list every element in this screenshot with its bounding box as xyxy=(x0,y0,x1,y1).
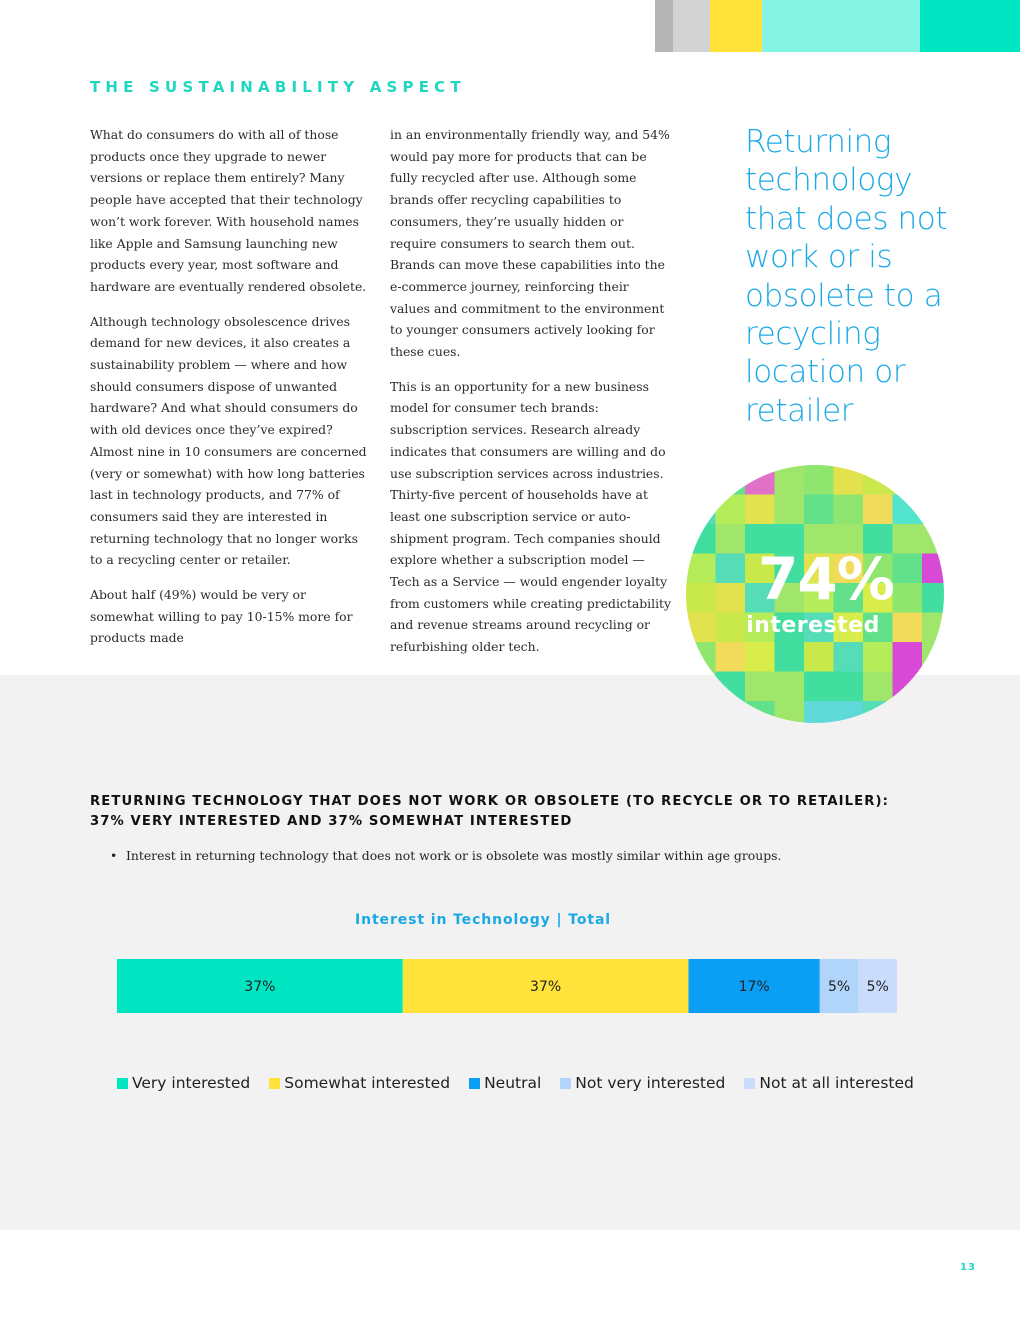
findings-heading-line: RETURNING TECHNOLOGY THAT DOES NOT WORK OR OBSOLETE (TO RECYCLE OR TO RETAILER): xyxy=(90,794,890,809)
bullet-text: Interest in returning technology that does not work or is obsolete was mostly similar within age groups. xyxy=(126,848,782,863)
mosaic-tile xyxy=(922,642,944,672)
mosaic-tile xyxy=(686,672,716,702)
mosaic-tile xyxy=(834,642,864,672)
mosaic-tile xyxy=(893,495,923,525)
mosaic-tile xyxy=(686,583,716,613)
mosaic-tile xyxy=(804,642,834,672)
header-color-block xyxy=(762,0,920,52)
bar-data-label: 37% xyxy=(244,979,276,995)
legend-label: Very interested xyxy=(132,1074,251,1092)
mosaic-tile xyxy=(775,672,805,702)
header-color-block xyxy=(710,0,762,52)
stacked-bar-chart xyxy=(117,959,897,1013)
mosaic-tile xyxy=(922,554,944,584)
mosaic-tile xyxy=(834,465,864,495)
mosaic-tile xyxy=(775,701,805,723)
mosaic-tile xyxy=(922,524,944,554)
findings-bullet xyxy=(110,846,970,866)
body-paragraph: What do consumers do with all of those products once they upgrade to newer versions or replace them entirely? Many people have accepted that their technology won’t work forever. With household names like Apple and Samsung launching new products every year, most software and hardware are eventually rendered obsolete. xyxy=(90,127,367,294)
legend-label: Somewhat interested xyxy=(284,1074,451,1092)
legend-item xyxy=(469,1074,541,1092)
chart-title: Interest in Technology | Total xyxy=(354,912,611,928)
legend-item xyxy=(269,1074,450,1092)
chart-section-background xyxy=(0,675,1020,1230)
mosaic-tile xyxy=(922,495,944,525)
body-column-2 xyxy=(390,124,672,671)
legend-label: Not at all interested xyxy=(759,1074,914,1092)
mosaic-tile xyxy=(863,465,893,495)
bullet-dot-icon: • xyxy=(110,848,118,863)
mosaic-tile xyxy=(863,672,893,702)
legend-swatch xyxy=(269,1078,280,1089)
legend-swatch xyxy=(560,1078,571,1089)
mosaic-tile xyxy=(686,554,716,584)
mosaic-tile xyxy=(922,701,944,723)
mosaic-tile xyxy=(893,554,923,584)
mosaic-tile xyxy=(775,495,805,525)
mosaic-tile xyxy=(834,672,864,702)
mosaic-tile xyxy=(686,524,716,554)
legend-swatch xyxy=(469,1078,480,1089)
mosaic-tile xyxy=(893,672,923,702)
mosaic-tile xyxy=(863,642,893,672)
section-title: THE SUSTAINABILITY ASPECT xyxy=(90,78,466,96)
legend-label: Neutral xyxy=(484,1074,542,1092)
mosaic-tile xyxy=(804,672,834,702)
findings-heading xyxy=(90,792,950,832)
mosaic-tile xyxy=(804,701,834,723)
header-color-strip xyxy=(655,0,1020,52)
mosaic-tile xyxy=(716,554,746,584)
mosaic-tile xyxy=(686,465,716,495)
legend-item xyxy=(560,1074,725,1092)
body-paragraph: Although technology obsolescence drives demand for new devices, it also creates a sustainability problem — where and how should consumers dispose of unwanted hardware? And what should consumers do with old devices once they’ve expired? Almost nine in 10 consumers are concerned (very or somewhat) with how long batteries last in technology products, and 77% of consumers said they are interested in returning technology that no longer works to a recycling center or retailer. xyxy=(90,313,367,568)
mosaic-tile xyxy=(716,672,746,702)
bar-data-label: 37% xyxy=(530,979,562,995)
mosaic-tile xyxy=(745,642,775,672)
stat-label: interested xyxy=(746,613,880,638)
mosaic-tile xyxy=(716,642,746,672)
body-paragraph: in an environmentally friendly way, and 54% would pay more for products that can be fully recycled after use. Although some brands offer recycling capabilities to consumers, they’re usually hidden or require consumers to search them out. Brands can move these capabilities into the e-commerce journey, reinforcing their values and commitment to the environment to younger consumers actively looking for these cues. xyxy=(390,127,670,360)
mosaic-tile xyxy=(893,613,923,643)
mosaic-tile xyxy=(775,642,805,672)
body-paragraph: This is an opportunity for a new business model for consumer tech brands: subscription services. Research already indicates that consumers are willing and do use subscription services across industries. Thirty-five percent of households have at least one subscription service or auto-shipment program. Tech companies should explore whether a subscription model — Tech as a Service — would engender loyalty from customers while creating predictability and revenue streams around recycling or refurbishing older tech. xyxy=(390,378,672,655)
legend-label: Not very interested xyxy=(575,1074,726,1092)
mosaic-tile xyxy=(716,613,746,643)
mosaic-tile xyxy=(686,701,716,723)
mosaic-tile xyxy=(716,524,746,554)
page-number: 13 xyxy=(960,1262,976,1273)
mosaic-tile xyxy=(716,465,746,495)
body-column-1 xyxy=(90,124,372,662)
body-paragraph: About half (49%) would be very or somewhat willing to pay 10-15% more for products made xyxy=(90,587,353,646)
mosaic-tile xyxy=(686,495,716,525)
mosaic-tile xyxy=(775,465,805,495)
legend-swatch xyxy=(744,1078,755,1089)
mosaic-tile xyxy=(745,672,775,702)
mosaic-tile xyxy=(922,465,944,495)
mosaic-tile xyxy=(893,524,923,554)
mosaic-tile xyxy=(922,583,944,613)
stat-circle xyxy=(686,465,944,723)
mosaic-tile xyxy=(834,701,864,723)
mosaic-tile xyxy=(893,642,923,672)
mosaic-tile xyxy=(804,465,834,495)
legend-item xyxy=(744,1074,913,1092)
mosaic-tile xyxy=(686,642,716,672)
stat-value: 74% xyxy=(758,545,894,613)
mosaic-tile xyxy=(922,672,944,702)
pull-quote: Returning technology that does not work or is obsolete to a recycling location or retailer xyxy=(745,124,948,429)
header-color-block xyxy=(655,0,673,52)
bar-data-label: 17% xyxy=(738,979,770,995)
findings-heading-line: 37% VERY INTERESTED AND 37% SOMEWHAT INTERESTED xyxy=(90,814,573,829)
mosaic-tile xyxy=(745,465,775,495)
mosaic-tile xyxy=(804,495,834,525)
mosaic-tile xyxy=(716,495,746,525)
mosaic-tile xyxy=(745,495,775,525)
mosaic-tile xyxy=(834,495,864,525)
mosaic-tile xyxy=(893,701,923,723)
mosaic-tile xyxy=(716,701,746,723)
bar-data-label: 5% xyxy=(866,979,889,995)
mosaic-tile xyxy=(863,701,893,723)
mosaic-tile xyxy=(716,583,746,613)
chart-legend xyxy=(117,1074,937,1092)
bar-data-label: 5% xyxy=(827,979,851,995)
mosaic-tile xyxy=(686,613,716,643)
mosaic-tile xyxy=(893,583,923,613)
mosaic-tile xyxy=(893,465,923,495)
header-color-block xyxy=(673,0,710,52)
legend-item xyxy=(117,1074,250,1092)
header-color-block xyxy=(920,0,1020,52)
mosaic-tile xyxy=(745,701,775,723)
mosaic-tile xyxy=(863,495,893,525)
mosaic-tile xyxy=(922,613,944,643)
legend-swatch xyxy=(117,1078,128,1089)
